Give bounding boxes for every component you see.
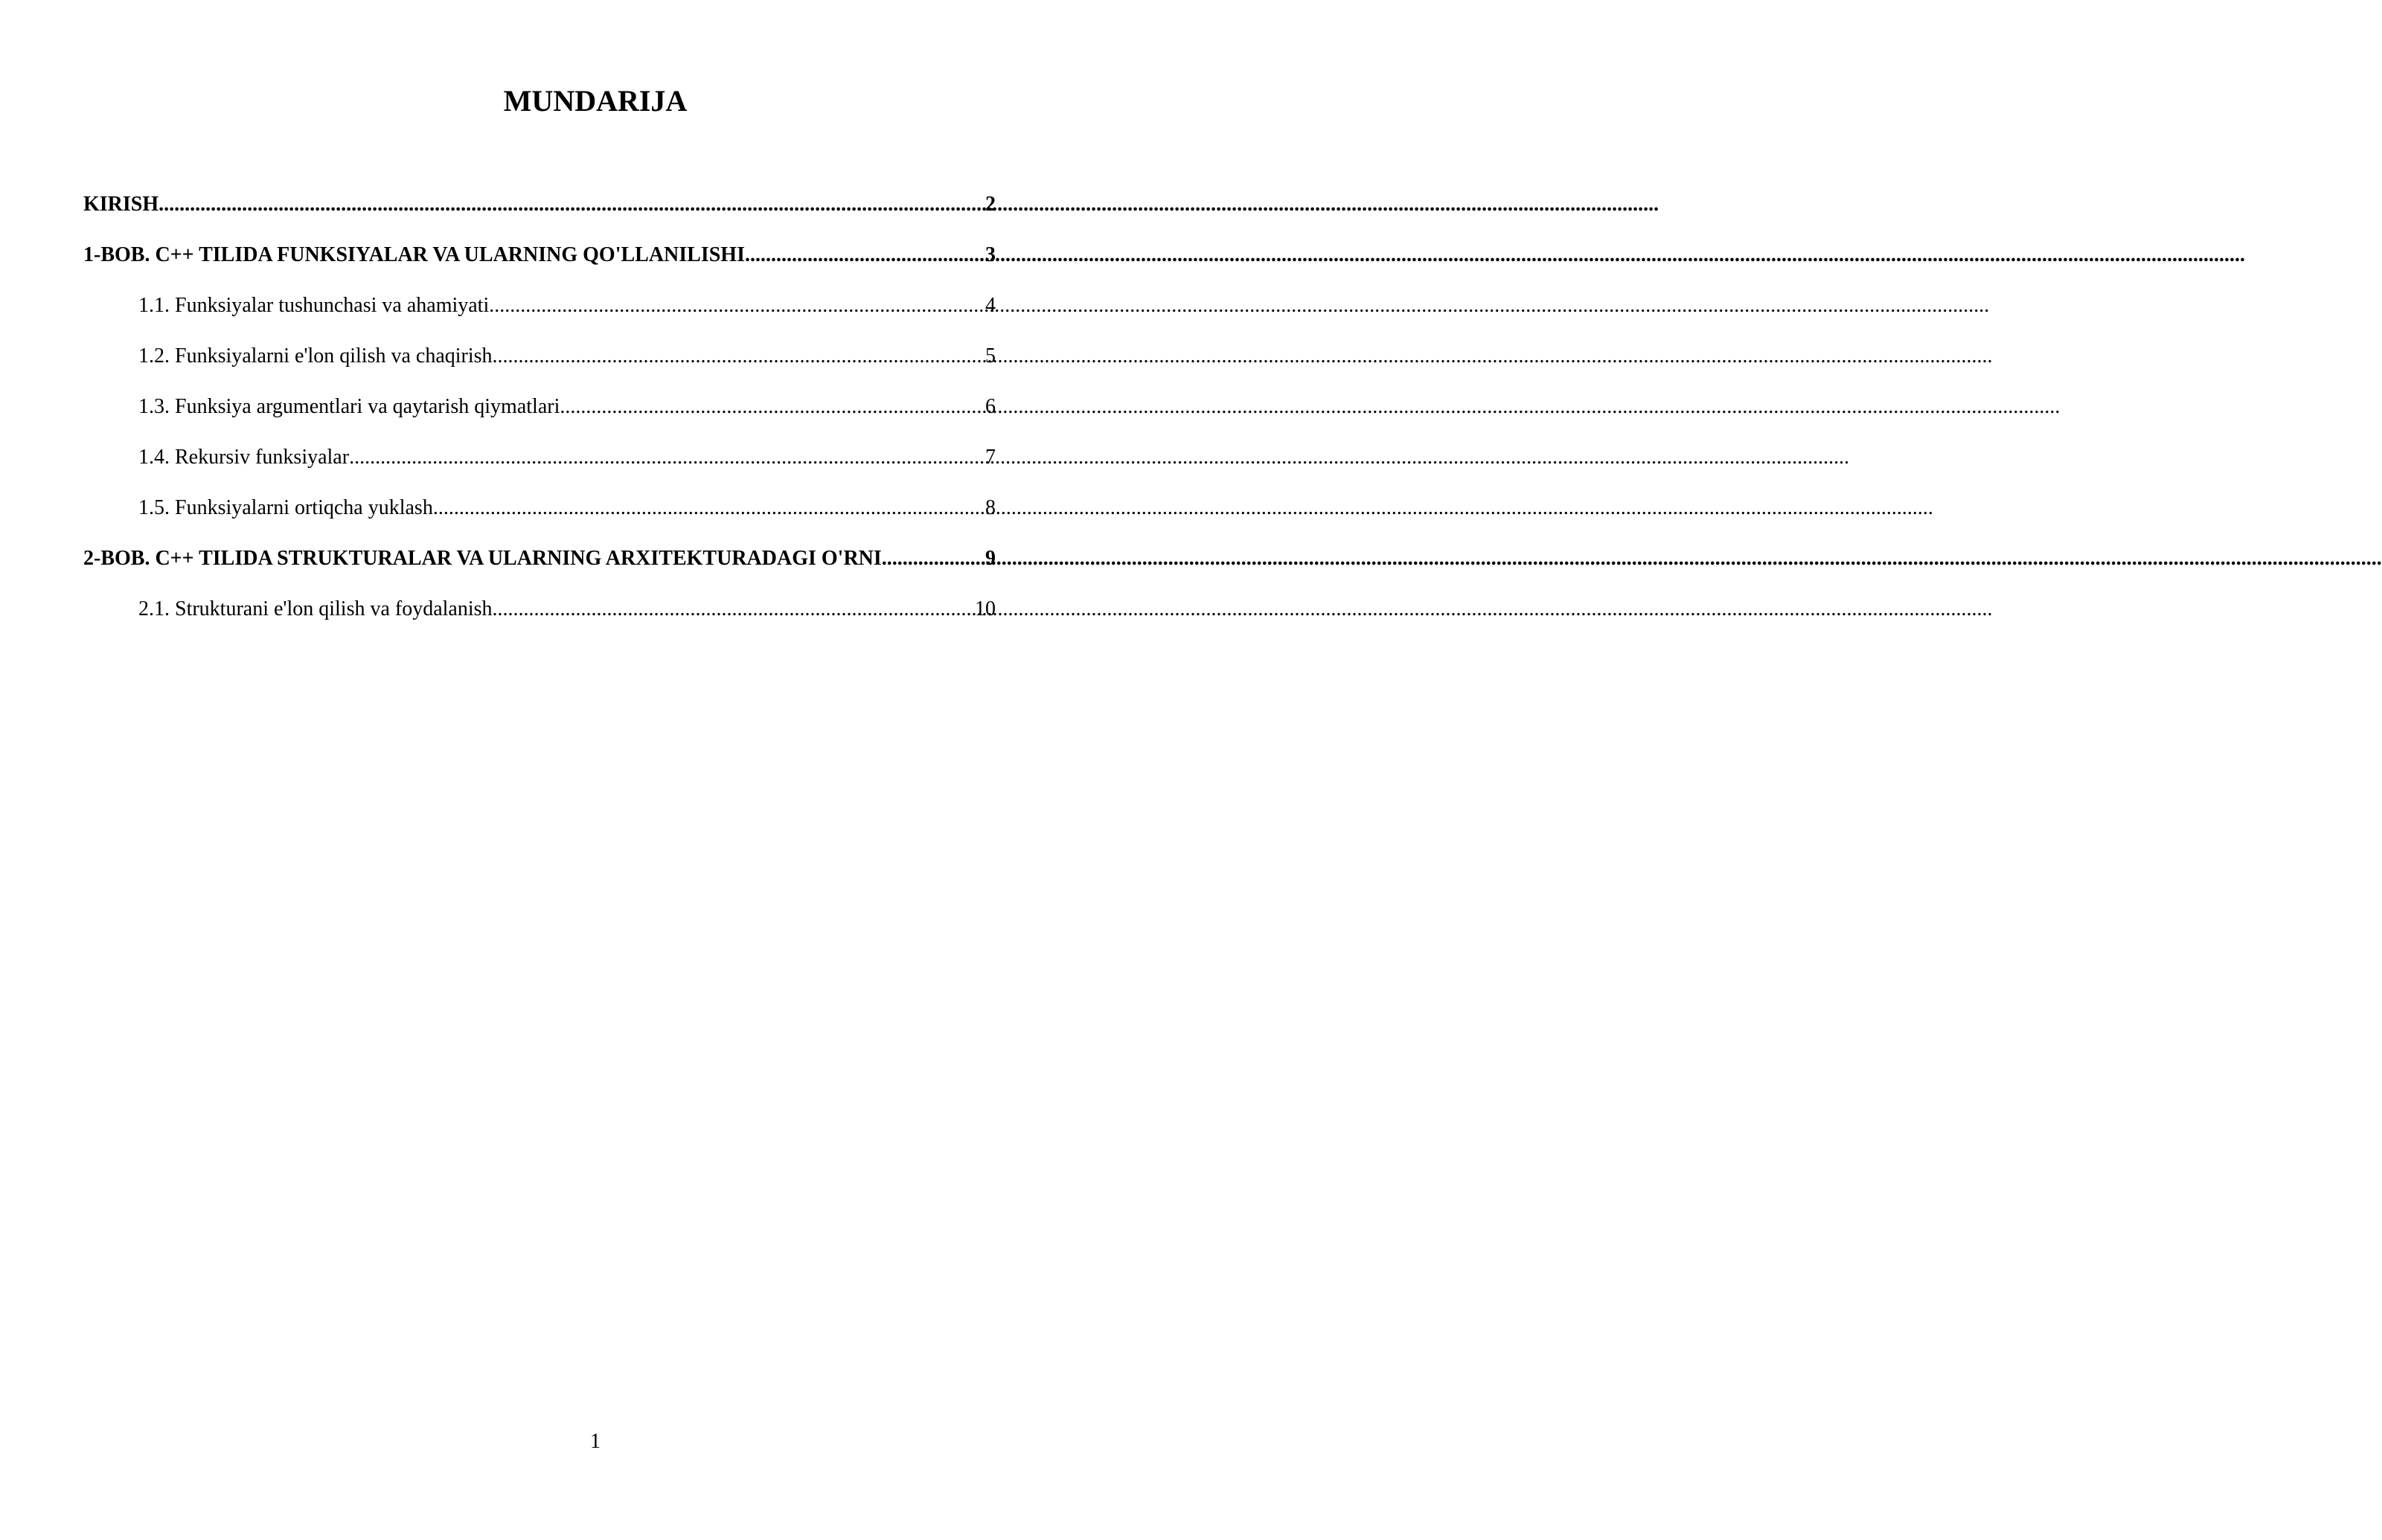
toc-entry-page: 5	[985, 344, 996, 368]
toc-entry-text: 1.4. Rekursiv funksiyalar	[138, 446, 350, 469]
page-number: 1	[590, 1430, 601, 1453]
toc-entry-chapter-1[interactable]	[83, 237, 996, 287]
toc-entry-page: 10	[975, 597, 996, 620]
toc-dot-leader	[745, 237, 984, 274]
toc-dot-leader	[493, 338, 984, 375]
toc-entry-text: 2-BOB. C++ TILIDA STRUKTURALAR VA ULARNING ARXITEKTURADAGI O'RNI	[83, 547, 882, 570]
toc-entry-page: 7	[985, 446, 996, 469]
toc-dot-leader	[493, 591, 973, 628]
toc-entry-kirish[interactable]	[83, 186, 996, 237]
toc-entry-section-1-1[interactable]	[83, 287, 996, 338]
toc-entry-page: 4	[985, 294, 996, 317]
toc-entry-page: 9	[985, 547, 996, 570]
toc-entry-section-1-5[interactable]	[83, 490, 996, 540]
toc-dot-leader	[433, 490, 984, 527]
toc-entry-text: 1.3. Funksiya argumentlari va qaytarish qiymatlari	[138, 395, 560, 418]
toc-entry-text: 1.2. Funksiyalarni e'lon qilish va chaqirish	[138, 344, 493, 368]
toc-dot-leader	[560, 388, 984, 426]
toc-dot-leader	[489, 287, 984, 324]
toc-entry-text: 1-BOB. C++ TILIDA FUNKSIYALAR VA ULARNING QO'LLANILISHI	[83, 243, 745, 266]
toc-entry-text: KIRISH	[83, 193, 159, 216]
toc-dot-leader	[159, 186, 984, 223]
toc-dot-leader	[882, 540, 984, 577]
toc-entry-section-2-1[interactable]	[83, 591, 996, 641]
toc-entry-section-1-2[interactable]	[83, 338, 996, 388]
toc-entry-page: 8	[985, 496, 996, 519]
page-title: MUNDARIJA	[503, 84, 688, 118]
table-of-contents	[83, 186, 996, 641]
toc-entry-page: 2	[985, 193, 996, 216]
toc-entry-section-1-4[interactable]	[83, 439, 996, 490]
toc-entry-chapter-2[interactable]	[83, 540, 996, 591]
toc-entry-page: 3	[985, 243, 996, 266]
toc-entry-text: 1.5. Funksiyalarni ortiqcha yuklash	[138, 496, 433, 519]
toc-entry-section-1-3[interactable]	[83, 388, 996, 439]
toc-dot-leader	[349, 439, 984, 476]
toc-entry-text: 1.1. Funksiyalar tushunchasi va ahamiyati	[138, 294, 490, 317]
toc-entry-text: 2.1. Strukturani e'lon qilish va foydalanish	[138, 597, 493, 620]
toc-entry-page: 6	[985, 395, 996, 418]
